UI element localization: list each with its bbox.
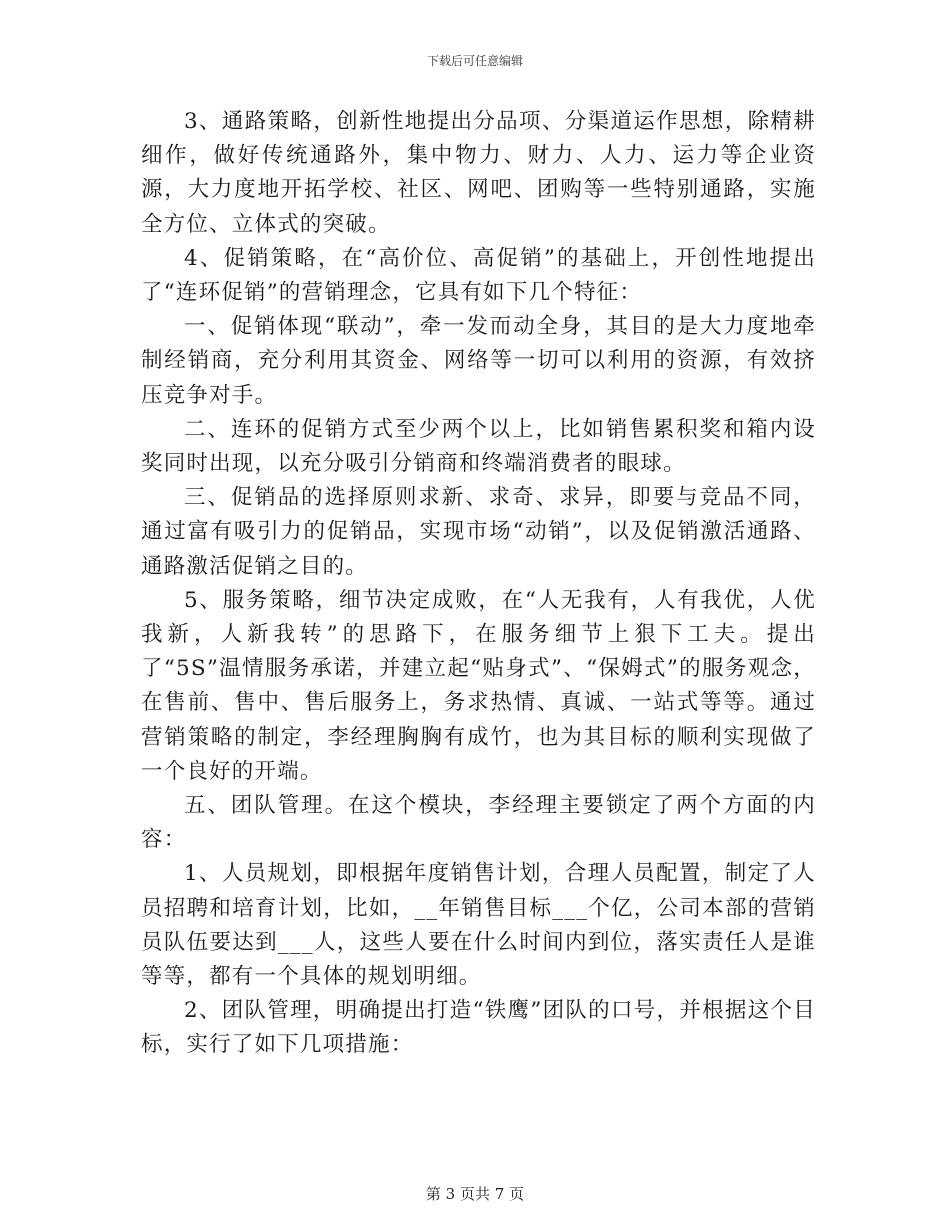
paragraph-promotion-strategy: 4、促销策略，在“高价位、高促销”的基础上，开创性地提出了“连环促销”的营销理念，它具有如下几个特征：	[141, 245, 816, 306]
paragraph-team-measures: 2、团队管理，明确提出打造“铁鹰”团队的口号，并根据这个目标，实行了如下几项措施：	[141, 998, 816, 1058]
paragraph-feature-two: 二、连环的促销方式至少两个以上，比如销售累积奖和箱内设奖同时出现，以充分吸引分销商和终端消费者的眼球。	[141, 416, 816, 477]
paragraph-service-strategy: 5、服务策略，细节决定成败，在“人无我有，人有我优，人优我新，人新我转”的思路下，在服务细节上狠下工夫。提出了“5S”温情服务承诺，并建立起“贴身式”、“保姆式”的服务观念，在售前、售中、售后服务上，务求热情、真诚、一站式等等。通过营销策略的制定，李经理胸胸有成竹，也为其目标的顺利实现做了一个良好的开端。	[141, 587, 816, 784]
paragraph-feature-one: 一、促销体现“联动”，牵一发而动全身，其目的是大力度地牵制经销商，充分利用其资金、网络等一切可以利用的资源，有效挤压竞争对手。	[141, 314, 816, 408]
document-body	[141, 105, 816, 1063]
paragraph-feature-three: 三、促销品的选择原则求新、求奇、求异，即要与竞品不同，通过富有吸引力的促销品，实现市场“动销”，以及促销激活通路、通路激活促销之目的。	[141, 485, 816, 579]
page-header-note: 下载后可任意编辑	[426, 54, 523, 68]
page-number: 第 3 页共 7 页	[425, 1185, 525, 1203]
paragraph-staff-planning: 1、人员规划，即根据年度销售计划，合理人员配置，制定了人员招聘和培育计划，比如，__年销售目标___个亿，公司本部的营销员队伍要达到___人，这些人要在什么时间内到位，落实责任人是谁等等，都有一个具体的规划明细。	[141, 861, 816, 990]
paragraph-channel-strategy: 3、通路策略，创新性地提出分品项、分渠道运作思想，除精耕细作，做好传统通路外，集中物力、财力、人力、运力等企业资源，大力度地开拓学校、社区、网吧、团购等一些特别通路，实施全方位、立体式的突破。	[141, 109, 816, 237]
paragraph-team-management: 五、团队管理。在这个模块，李经理主要锁定了两个方面的内容：	[141, 793, 816, 853]
